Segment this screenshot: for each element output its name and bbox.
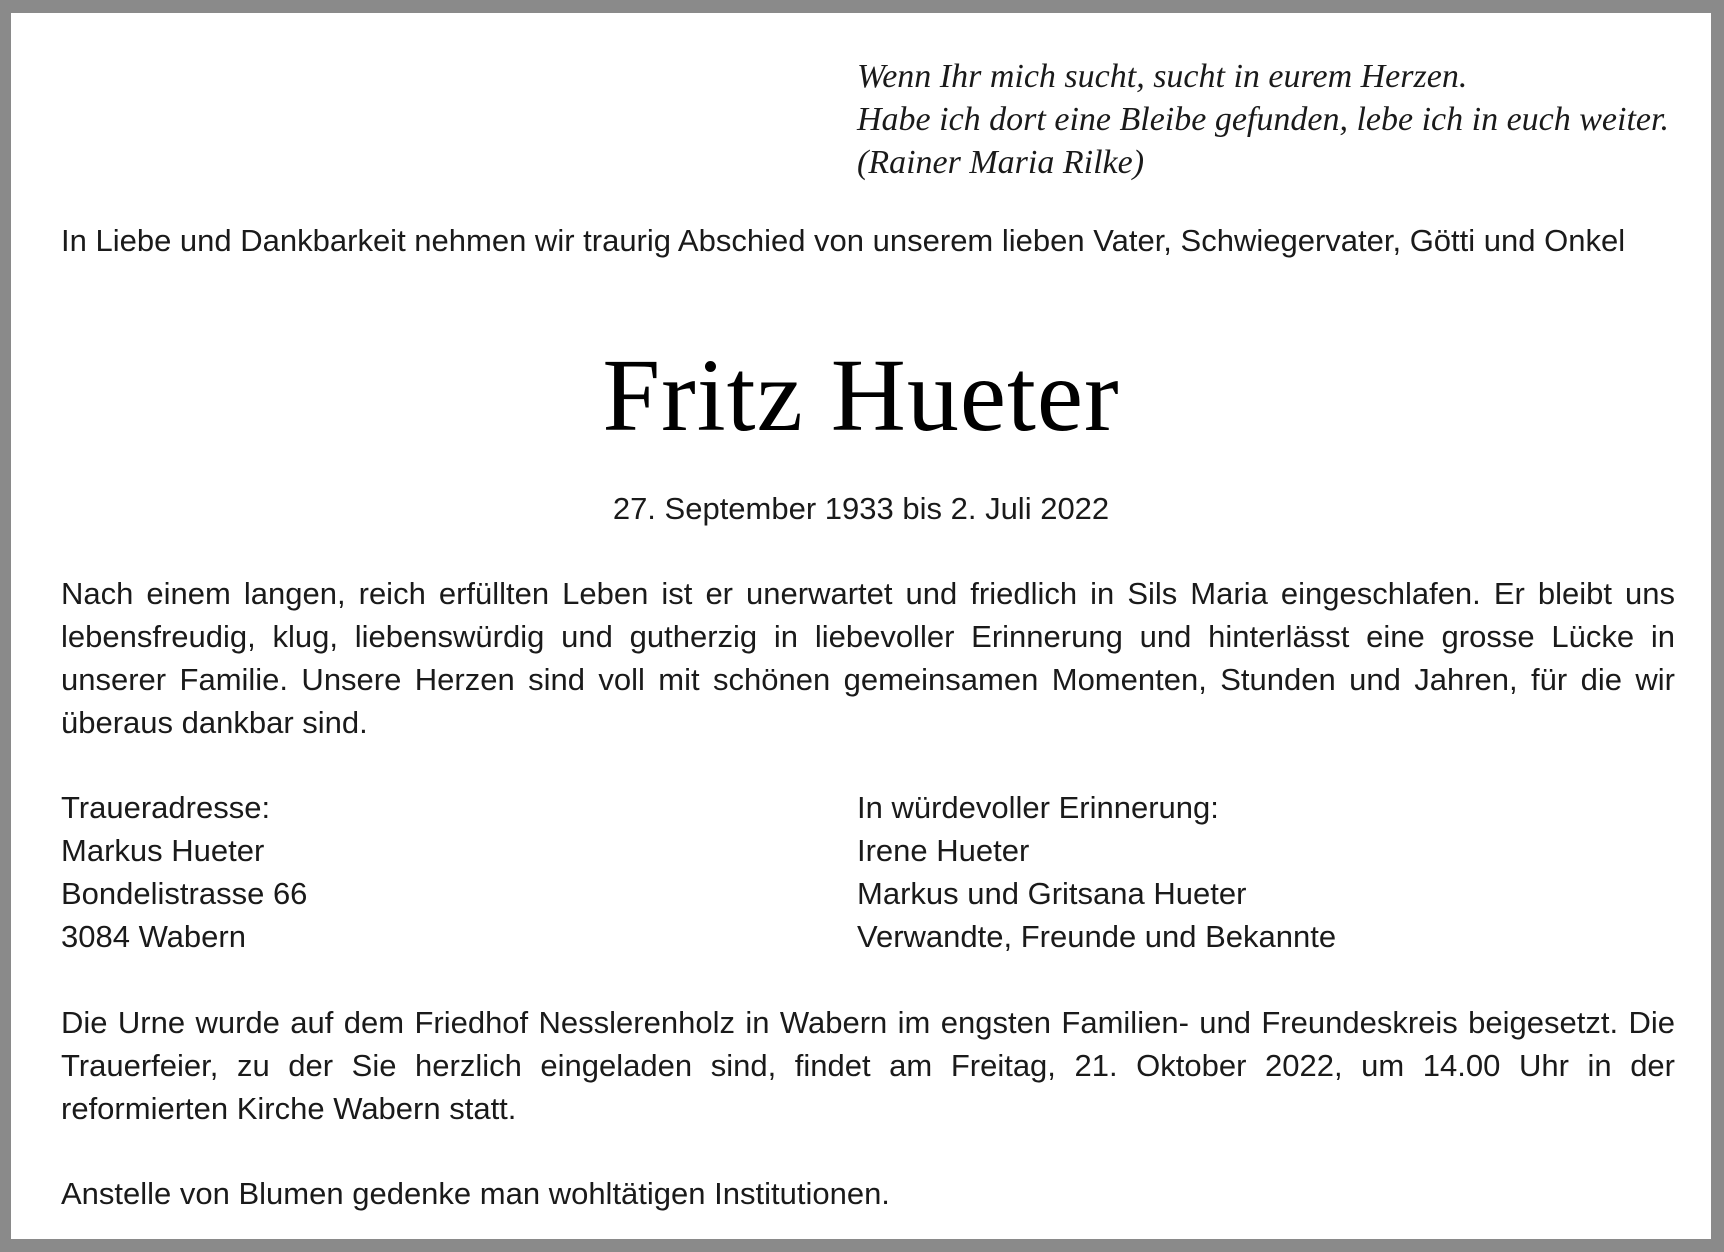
address-name: Markus Hueter bbox=[61, 833, 265, 868]
address-city: 3084 Wabern bbox=[61, 919, 246, 954]
quote-line-2: Habe ich dort eine Bleibe gefunden, lebe ich in euch weiter. bbox=[857, 101, 1669, 138]
mourners-list bbox=[857, 786, 1657, 958]
mourning-address bbox=[61, 786, 761, 958]
address-street: Bondelistrasse 66 bbox=[61, 876, 308, 911]
ceremony-paragraph: Die Urne wurde auf dem Friedhof Nesslerenholz in Wabern im engsten Familien- und Freundeskreis beigesetzt. Die Trauerfeier, zu der Sie herzlich eingeladen sind, findet am Freitag, 21. Oktober 2022, um 14.00 Uhr in der reformierten Kirche Wabern statt. bbox=[61, 1005, 1675, 1126]
quote-line-1: Wenn Ihr mich sucht, sucht in eurem Herzen. bbox=[857, 58, 1468, 95]
intro-text: In Liebe und Dankbarkeit nehmen wir traurig Abschied von unserem lieben Vater, Schwiegervater, Götti und Onkel bbox=[61, 223, 1626, 258]
quote-attribution: (Rainer Maria Rilke) bbox=[857, 144, 1145, 181]
rilke-quote bbox=[857, 55, 1707, 184]
life-dates: 27. September 1933 bis 2. Juli 2022 bbox=[612, 491, 1110, 526]
mourner-1: Irene Hueter bbox=[857, 833, 1030, 868]
mourner-2: Markus und Gritsana Hueter bbox=[857, 876, 1247, 911]
deceased-name: Fritz Hueter bbox=[602, 338, 1120, 453]
mourner-3: Verwandte, Freunde und Bekannte bbox=[857, 919, 1337, 954]
mourners-heading: In würdevoller Erinnerung: bbox=[857, 790, 1219, 825]
closing-note: Anstelle von Blumen gedenke man wohltätigen Institutionen. bbox=[61, 1176, 890, 1211]
tribute-paragraph: Nach einem langen, reich erfüllten Leben ist er unerwartet und friedlich in Sils Maria eingeschlafen. Er bleibt uns lebensfreudig, klug, liebenswürdig und gutherzig in liebevoller Erinnerung und hinterlässt eine grosse Lücke in unserer Familie. Unsere Herzen sind voll mit schönen gemeinsamen Momenten, Stunden und Jahren, für die wir überaus dankbar sind. bbox=[61, 576, 1675, 740]
obituary-notice bbox=[11, 13, 1711, 1239]
address-heading: Traueradresse: bbox=[61, 790, 271, 825]
